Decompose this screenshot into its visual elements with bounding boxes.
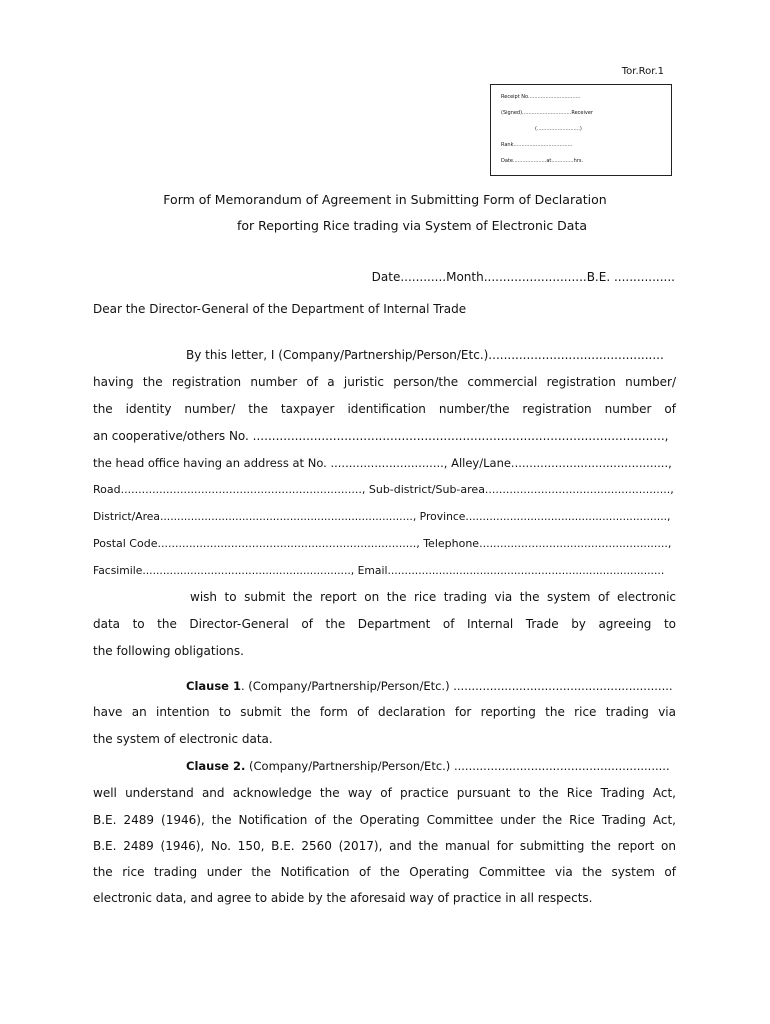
clause-2-text: (Company/Partnership/Person/Etc.) ........................................................... (245, 759, 670, 773)
receipt-date-line: Date.....................at..............hrs. (501, 158, 584, 164)
clause-2-line: the rice trading under the Notification of the Operating Committee via the system of (93, 865, 676, 879)
body-line: Road....................................................................., Sub-district/Sub-area....................................................., (93, 483, 674, 496)
body-line: the head office having an address at No. ..............................., Alley/Lane..........................................., (93, 456, 672, 470)
clause-1-line: have an intention to submit the form of declaration for reporting the rice trading via (93, 705, 676, 719)
date-line: Date............Month...........................B.E. ................ (371, 270, 675, 284)
clause-2-line: electronic data, and agree to abide by the aforesaid way of practice in all respects. (93, 891, 593, 905)
receipt-name-line: (...........................) (535, 126, 582, 132)
clause-1-line: the system of electronic data. (93, 732, 273, 746)
body-line: Postal Code.........................................................................., Telephone......................................................, (93, 537, 672, 550)
receipt-signed-line: (Signed)...............................Receiver (501, 110, 593, 116)
body-line: an cooperative/others No. ............................................................................................................, (93, 429, 669, 443)
clause-1-text: . (Company/Partnership/Person/Etc.) ............................................................ (240, 679, 673, 693)
receipt-box (490, 84, 672, 176)
body-line: By this letter, I (Company/Partnership/Person/Etc.).............................................. (186, 348, 664, 362)
clause-1-line (186, 679, 676, 693)
salutation: Dear the Director-General of the Department of Internal Trade (93, 302, 467, 316)
receipt-rank-line: Rank..................................... (501, 142, 573, 148)
body-line: the following obligations. (93, 644, 244, 658)
body-line: data to the Director-General of the Department of Internal Trade by agreeing to (93, 617, 676, 631)
form-code: Tor.Ror.1 (621, 66, 664, 77)
clause-2-label: Clause 2. (186, 759, 246, 773)
document-title-line1: Form of Memorandum of Agreement in Submitting Form of Declaration (163, 192, 607, 207)
clause-1-label: Clause 1 (186, 679, 241, 693)
clause-2-line: B.E. 2489 (1946), No. 150, B.E. 2560 (2017), and the manual for submitting the report on (93, 839, 676, 853)
document-title-line2: for Reporting Rice trading via System of Electronic Data (236, 218, 588, 233)
receipt-number-line: Receipt No................................. (501, 94, 581, 100)
clause-2-line (186, 759, 676, 773)
body-line: District/Area.........................................................................., Province..........................................................., (93, 510, 671, 523)
body-line: wish to submit the report on the rice trading via the system of electronic (190, 590, 676, 604)
body-line: Facsimile............................................................., Email................................................................................. (93, 564, 665, 577)
body-line: the identity number/ the taxpayer identification number/the registration number of (93, 402, 676, 416)
body-line: having the registration number of a juristic person/the commercial registration number/ (93, 375, 676, 389)
clause-2-line: B.E. 2489 (1946), the Notification of the Operating Committee under the Rice Trading Act, (93, 813, 676, 827)
clause-2-line: well understand and acknowledge the way of practice pursuant to the Rice Trading Act, (93, 786, 676, 800)
